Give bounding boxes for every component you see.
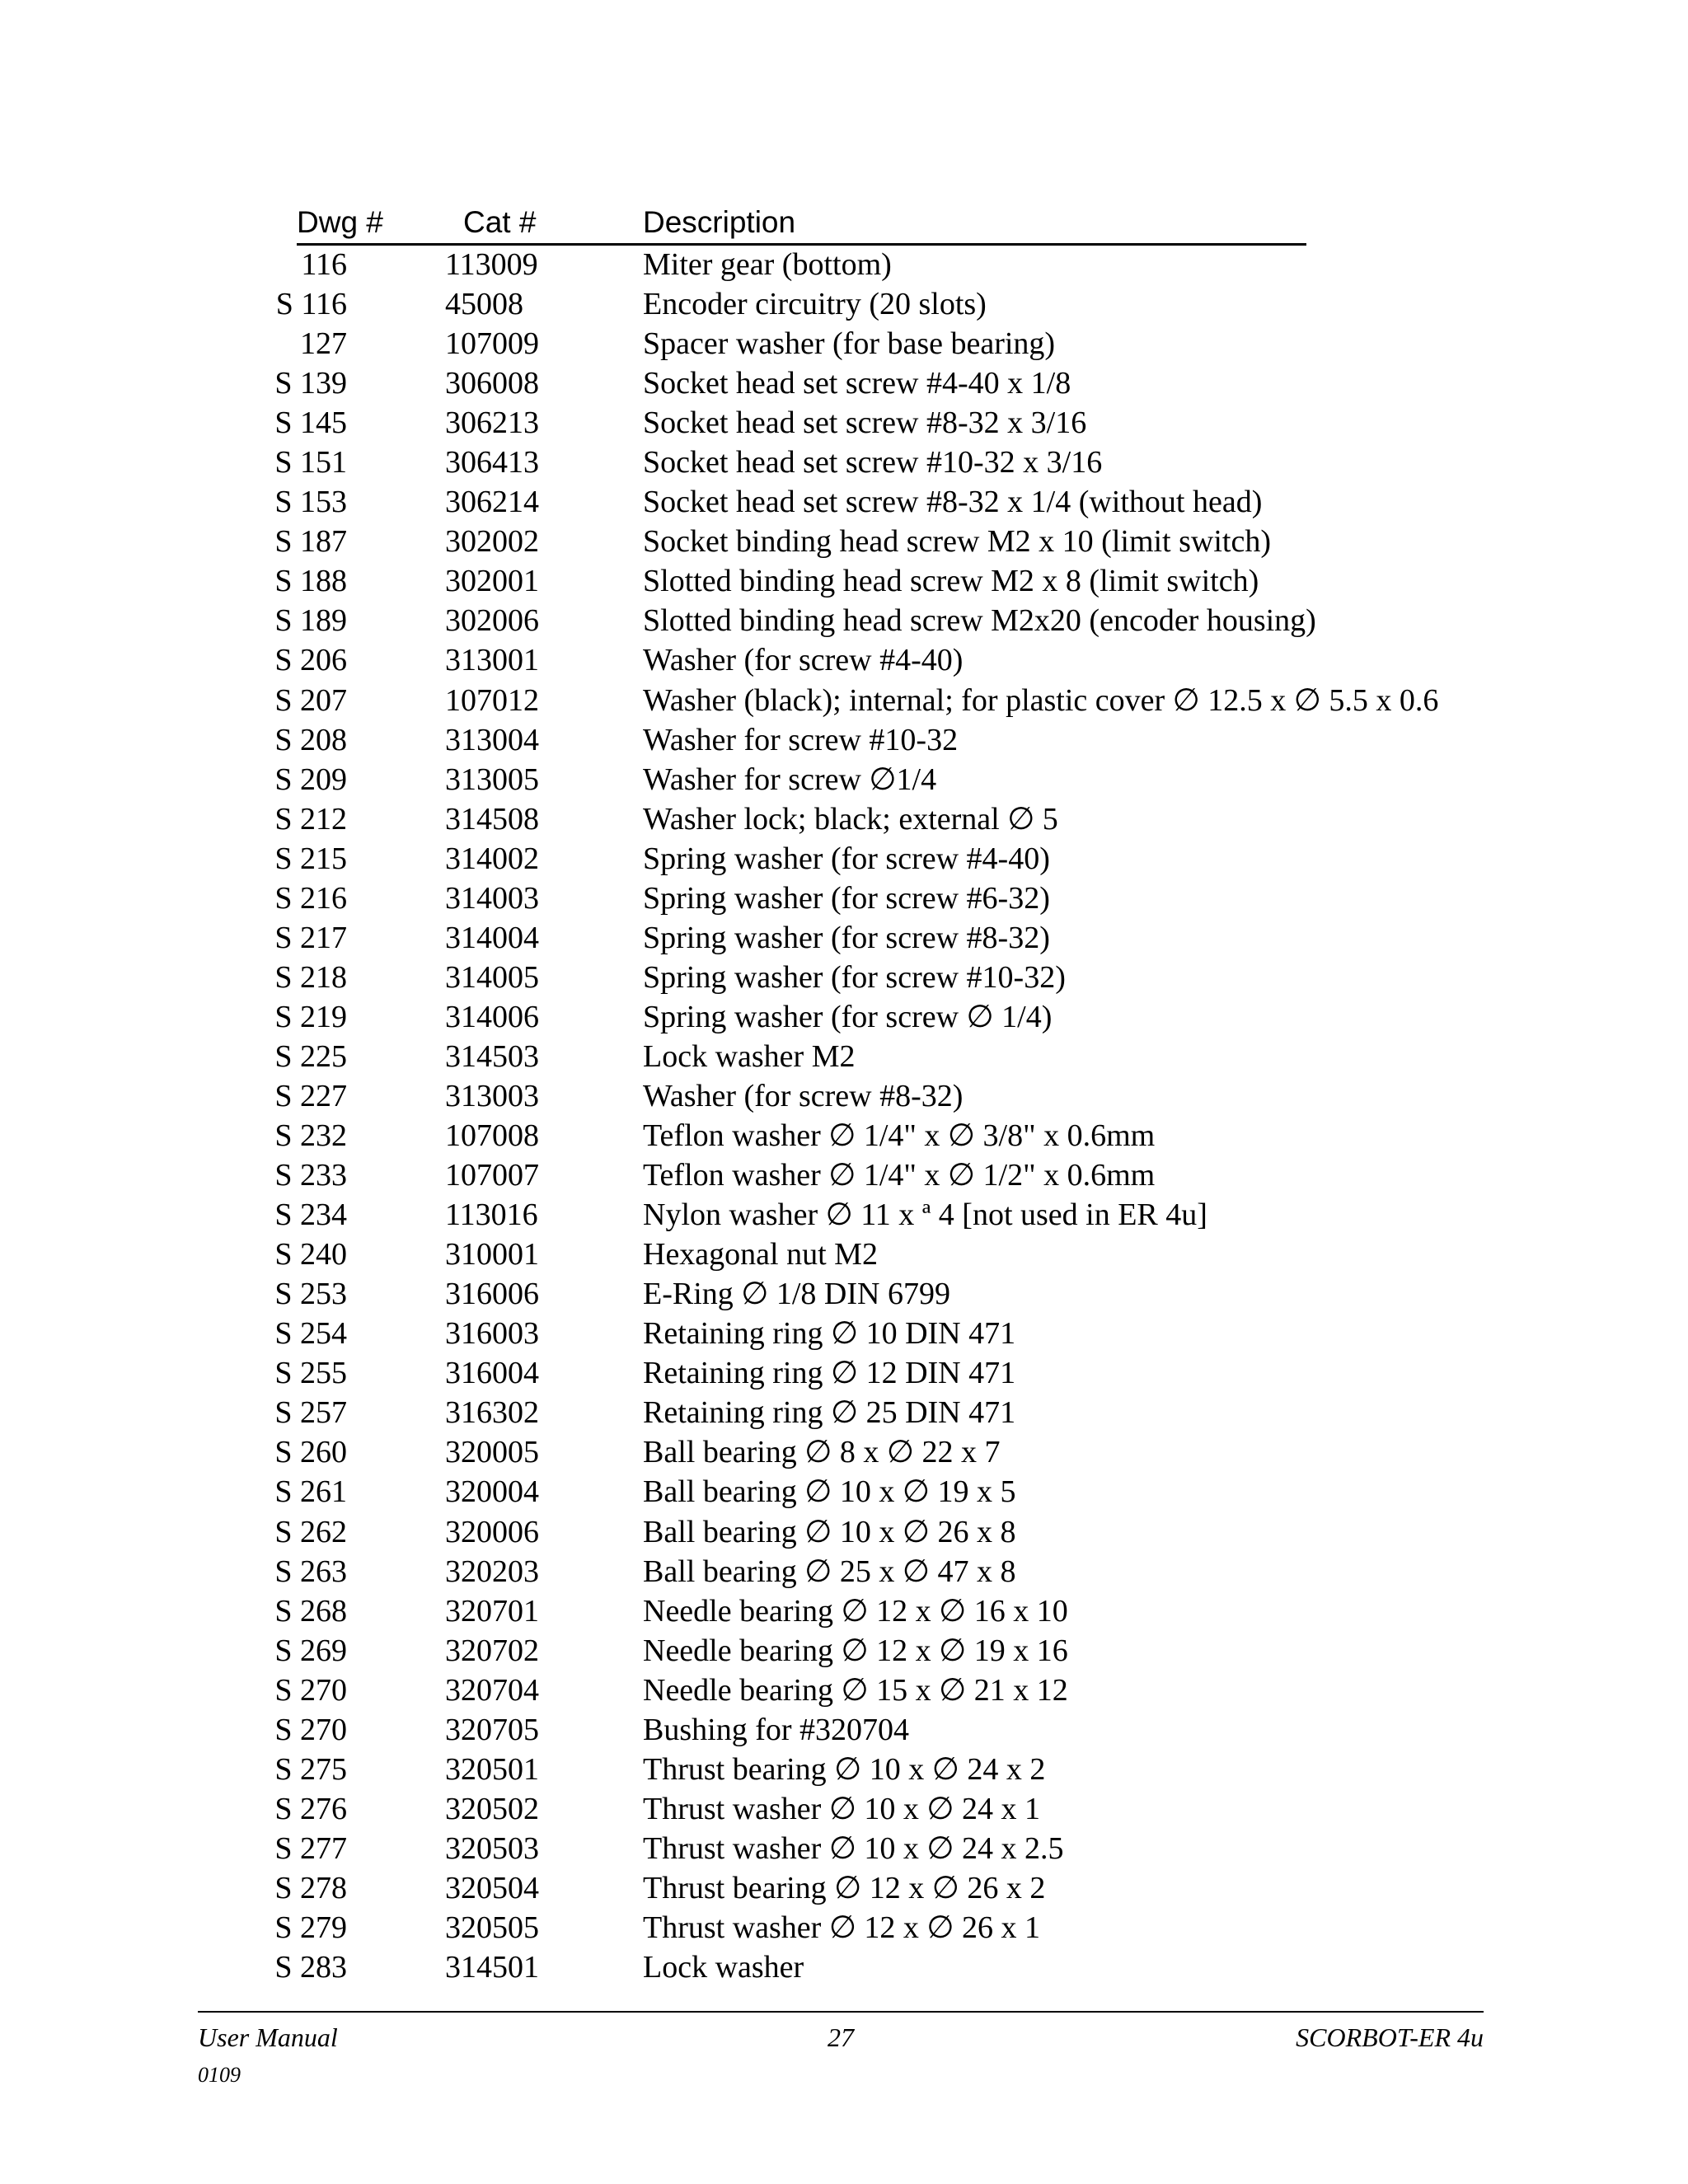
dwg-cell: S 254 (274, 1316, 347, 1352)
description-cell: Socket head set screw #8-32 x 1/4 (without head) (643, 485, 1263, 520)
cat-cell: 313004 (445, 722, 539, 757)
table-row (0, 403, 1688, 443)
table-row (0, 918, 1688, 958)
footer-doc-code: 0109 (198, 2063, 241, 2087)
cat-cell: 320006 (445, 1514, 539, 1549)
table-row (0, 324, 1688, 363)
description-cell: Thrust bearing ∅ 10 x ∅ 24 x 2 (643, 1751, 1046, 1787)
cat-cell: 314005 (445, 959, 539, 995)
table-row (0, 522, 1688, 561)
description-cell: Needle bearing ∅ 12 x ∅ 16 x 10 (643, 1593, 1068, 1629)
description-cell: Ball bearing ∅ 25 x ∅ 47 x 8 (643, 1554, 1016, 1589)
table-row (0, 1235, 1688, 1274)
description-cell: Ball bearing ∅ 8 x ∅ 22 x 7 (643, 1435, 1001, 1470)
description-cell: Slotted binding head screw M2 x 8 (limit switch) (643, 564, 1259, 599)
description-cell: Hexagonal nut M2 (643, 1237, 878, 1272)
description-cell: Lock washer (643, 1950, 804, 1985)
dwg-cell: 116 (301, 247, 347, 282)
table-row (0, 1353, 1688, 1393)
table-header (297, 202, 1306, 243)
dwg-cell: S 151 (274, 445, 347, 480)
description-cell: Lock washer M2 (643, 1038, 856, 1074)
table-row (0, 1750, 1688, 1789)
footer-rule (198, 2011, 1484, 2013)
cat-cell: 316006 (445, 1277, 539, 1312)
cat-cell: 107007 (445, 1158, 539, 1193)
description-cell: Bushing for #320704 (643, 1712, 909, 1747)
dwg-cell: S 208 (274, 722, 347, 757)
table-row (0, 1908, 1688, 1947)
table-row (0, 1671, 1688, 1710)
description-cell: Spring washer (for screw #10-32) (643, 959, 1066, 995)
cat-cell: 316004 (445, 1356, 539, 1391)
description-cell: Retaining ring ∅ 10 DIN 471 (643, 1316, 1016, 1352)
dwg-cell: S 188 (274, 564, 347, 599)
description-cell: Ball bearing ∅ 10 x ∅ 26 x 8 (643, 1514, 1016, 1549)
table-row (0, 1829, 1688, 1868)
cat-cell: 107008 (445, 1118, 539, 1154)
dwg-cell: 127 (300, 326, 347, 362)
cat-cell: 113016 (445, 1197, 538, 1233)
dwg-cell: S 257 (274, 1395, 347, 1431)
dwg-cell: S 261 (274, 1474, 347, 1510)
cat-cell: 113009 (445, 247, 538, 282)
description-cell: Socket head set screw #10-32 x 3/16 (643, 445, 1103, 480)
dwg-cell: S 209 (274, 762, 347, 797)
table-row (0, 1789, 1688, 1829)
table-row (0, 1432, 1688, 1472)
dwg-cell: S 233 (274, 1158, 347, 1193)
table-row (0, 1037, 1688, 1076)
description-cell: Spacer washer (for base bearing) (643, 326, 1056, 362)
description-cell: Washer (for screw #4-40) (643, 643, 964, 678)
cat-cell: 320701 (445, 1593, 539, 1629)
dwg-cell: S 207 (274, 682, 347, 718)
description-cell: Washer for screw ∅1/4 (643, 762, 937, 797)
cat-cell: 320203 (445, 1554, 539, 1589)
dwg-cell: S 277 (274, 1830, 347, 1866)
dwg-cell: S 234 (274, 1197, 347, 1233)
description-cell: Teflon washer ∅ 1/4" x ∅ 3/8" x 0.6mm (643, 1118, 1156, 1154)
dwg-cell: S 206 (274, 643, 347, 678)
cat-cell: 314004 (445, 920, 539, 955)
dwg-cell: S 187 (274, 524, 347, 560)
header-description: Description (643, 205, 796, 239)
dwg-cell: S 116 (275, 287, 347, 322)
table-row (0, 363, 1688, 403)
cat-cell: 313003 (445, 1078, 539, 1113)
cat-cell: 320502 (445, 1791, 539, 1826)
dwg-cell: S 217 (274, 920, 347, 955)
dwg-cell: S 269 (274, 1633, 347, 1668)
table-row (0, 1116, 1688, 1155)
table-row (0, 1155, 1688, 1195)
cat-cell: 320504 (445, 1870, 539, 1905)
cat-cell: 320503 (445, 1830, 539, 1866)
header-cat: Cat # (463, 205, 537, 239)
table-row (0, 601, 1688, 640)
dwg-cell: S 260 (274, 1435, 347, 1470)
dwg-cell: S 153 (274, 485, 347, 520)
description-cell: Teflon washer ∅ 1/4" x ∅ 1/2" x 0.6mm (643, 1158, 1156, 1193)
footer-product-name: SCORBOT-ER 4u (1296, 2022, 1484, 2052)
dwg-cell: S 283 (274, 1950, 347, 1985)
cat-cell: 107009 (445, 326, 539, 362)
dwg-cell: S 253 (274, 1277, 347, 1312)
table-row (0, 799, 1688, 839)
cat-cell: 316302 (445, 1395, 539, 1431)
table-row (0, 640, 1688, 680)
table-row (0, 1710, 1688, 1750)
dwg-cell: S 145 (274, 405, 347, 441)
cat-cell: 320501 (445, 1751, 539, 1787)
description-cell: Thrust washer ∅ 10 x ∅ 24 x 1 (643, 1791, 1041, 1826)
table-row (0, 1552, 1688, 1591)
dwg-cell: S 225 (274, 1038, 347, 1074)
table-row (0, 958, 1688, 997)
table-row (0, 1512, 1688, 1552)
cat-cell: 306214 (445, 485, 539, 520)
description-cell: Ball bearing ∅ 10 x ∅ 19 x 5 (643, 1474, 1016, 1510)
description-cell: Socket head set screw #4-40 x 1/8 (643, 366, 1071, 401)
cat-cell: 302002 (445, 524, 539, 560)
dwg-cell: S 262 (274, 1514, 347, 1549)
description-cell: Socket binding head screw M2 x 10 (limit switch) (643, 524, 1271, 560)
dwg-cell: S 232 (274, 1118, 347, 1154)
table-row (0, 284, 1688, 324)
dwg-cell: S 216 (274, 880, 347, 916)
description-cell: Socket head set screw #8-32 x 3/16 (643, 405, 1087, 441)
table-row (0, 760, 1688, 799)
table-row (0, 879, 1688, 918)
dwg-cell: S 279 (274, 1910, 347, 1945)
table-row (0, 839, 1688, 879)
dwg-cell: S 189 (274, 603, 347, 639)
table-row (0, 681, 1688, 720)
page-footer (198, 2021, 1484, 2054)
description-cell: Washer lock; black; external ∅ 5 (643, 801, 1058, 837)
cat-cell: 313001 (445, 643, 539, 678)
dwg-cell: S 240 (274, 1237, 347, 1272)
cat-cell: 306008 (445, 366, 539, 401)
dwg-cell: S 276 (274, 1791, 347, 1826)
description-cell: Washer (for screw #8-32) (643, 1078, 964, 1113)
table-row (0, 720, 1688, 760)
dwg-cell: S 275 (274, 1751, 347, 1787)
description-cell: Washer (black); internal; for plastic cover ∅ 12.5 x ∅ 5.5 x 0.6 (643, 682, 1439, 718)
cat-cell: 302001 (445, 564, 539, 599)
dwg-cell: S 212 (274, 801, 347, 837)
description-cell: Thrust washer ∅ 10 x ∅ 24 x 2.5 (643, 1830, 1064, 1866)
description-cell: E-Ring ∅ 1/8 DIN 6799 (643, 1277, 950, 1312)
table-row (0, 1631, 1688, 1671)
description-cell: Spring washer (for screw ∅ 1/4) (643, 999, 1053, 1034)
cat-cell: 320702 (445, 1633, 539, 1668)
footer-manual-title: User Manual (198, 2022, 338, 2052)
dwg-cell: S 270 (274, 1712, 347, 1747)
cat-cell: 45008 (445, 287, 523, 322)
table-row (0, 1393, 1688, 1432)
cat-cell: 314002 (445, 841, 539, 876)
table-row (0, 245, 1688, 284)
cat-cell: 302006 (445, 603, 539, 639)
cat-cell: 314508 (445, 801, 539, 837)
table-row (0, 1947, 1688, 1987)
description-cell: Washer for screw #10-32 (643, 722, 959, 757)
table-row (0, 1868, 1688, 1908)
parts-table-body (0, 245, 1688, 1987)
dwg-cell: S 139 (274, 366, 347, 401)
description-cell: Needle bearing ∅ 15 x ∅ 21 x 12 (643, 1672, 1068, 1708)
description-cell: Nylon washer ∅ 11 x ª 4 [not used in ER 4u] (643, 1197, 1207, 1233)
cat-cell: 320505 (445, 1910, 539, 1945)
dwg-cell: S 263 (274, 1554, 347, 1589)
dwg-cell: S 270 (274, 1672, 347, 1708)
cat-cell: 316003 (445, 1316, 539, 1352)
cat-cell: 306213 (445, 405, 539, 441)
cat-cell: 320004 (445, 1474, 539, 1510)
table-row (0, 443, 1688, 482)
dwg-cell: S 268 (274, 1593, 347, 1629)
footer-page-number: 27 (828, 2022, 854, 2052)
dwg-cell: S 255 (274, 1356, 347, 1391)
description-cell: Slotted binding head screw M2x20 (encoder housing) (643, 603, 1316, 639)
table-row (0, 1591, 1688, 1631)
description-cell: Miter gear (bottom) (643, 247, 892, 282)
cat-cell: 320705 (445, 1712, 539, 1747)
description-cell: Needle bearing ∅ 12 x ∅ 19 x 16 (643, 1633, 1068, 1668)
cat-cell: 306413 (445, 445, 539, 480)
description-cell: Thrust washer ∅ 12 x ∅ 26 x 1 (643, 1910, 1041, 1945)
description-cell: Spring washer (for screw #6-32) (643, 880, 1050, 916)
cat-cell: 314003 (445, 880, 539, 916)
cat-cell: 313005 (445, 762, 539, 797)
cat-cell: 320005 (445, 1435, 539, 1470)
table-row (0, 561, 1688, 601)
header-dwg: Dwg # (297, 205, 383, 239)
dwg-cell: S 227 (274, 1078, 347, 1113)
table-row (0, 1274, 1688, 1314)
description-cell: Retaining ring ∅ 25 DIN 471 (643, 1395, 1016, 1431)
dwg-cell: S 215 (274, 841, 347, 876)
table-row (0, 482, 1688, 522)
description-cell: Thrust bearing ∅ 12 x ∅ 26 x 2 (643, 1870, 1046, 1905)
cat-cell: 320704 (445, 1672, 539, 1708)
table-row (0, 1472, 1688, 1511)
description-cell: Spring washer (for screw #8-32) (643, 920, 1050, 955)
table-row (0, 1314, 1688, 1353)
cat-cell: 314006 (445, 999, 539, 1034)
cat-cell: 314503 (445, 1038, 539, 1074)
description-cell: Encoder circuitry (20 slots) (643, 287, 987, 322)
table-row (0, 1076, 1688, 1116)
dwg-cell: S 278 (274, 1870, 347, 1905)
description-cell: Spring washer (for screw #4-40) (643, 841, 1050, 876)
table-row (0, 1195, 1688, 1235)
table-row (0, 997, 1688, 1037)
dwg-cell: S 219 (274, 999, 347, 1034)
cat-cell: 314501 (445, 1950, 539, 1985)
description-cell: Retaining ring ∅ 12 DIN 471 (643, 1356, 1016, 1391)
cat-cell: 310001 (445, 1237, 539, 1272)
dwg-cell: S 218 (274, 959, 347, 995)
cat-cell: 107012 (445, 682, 539, 718)
